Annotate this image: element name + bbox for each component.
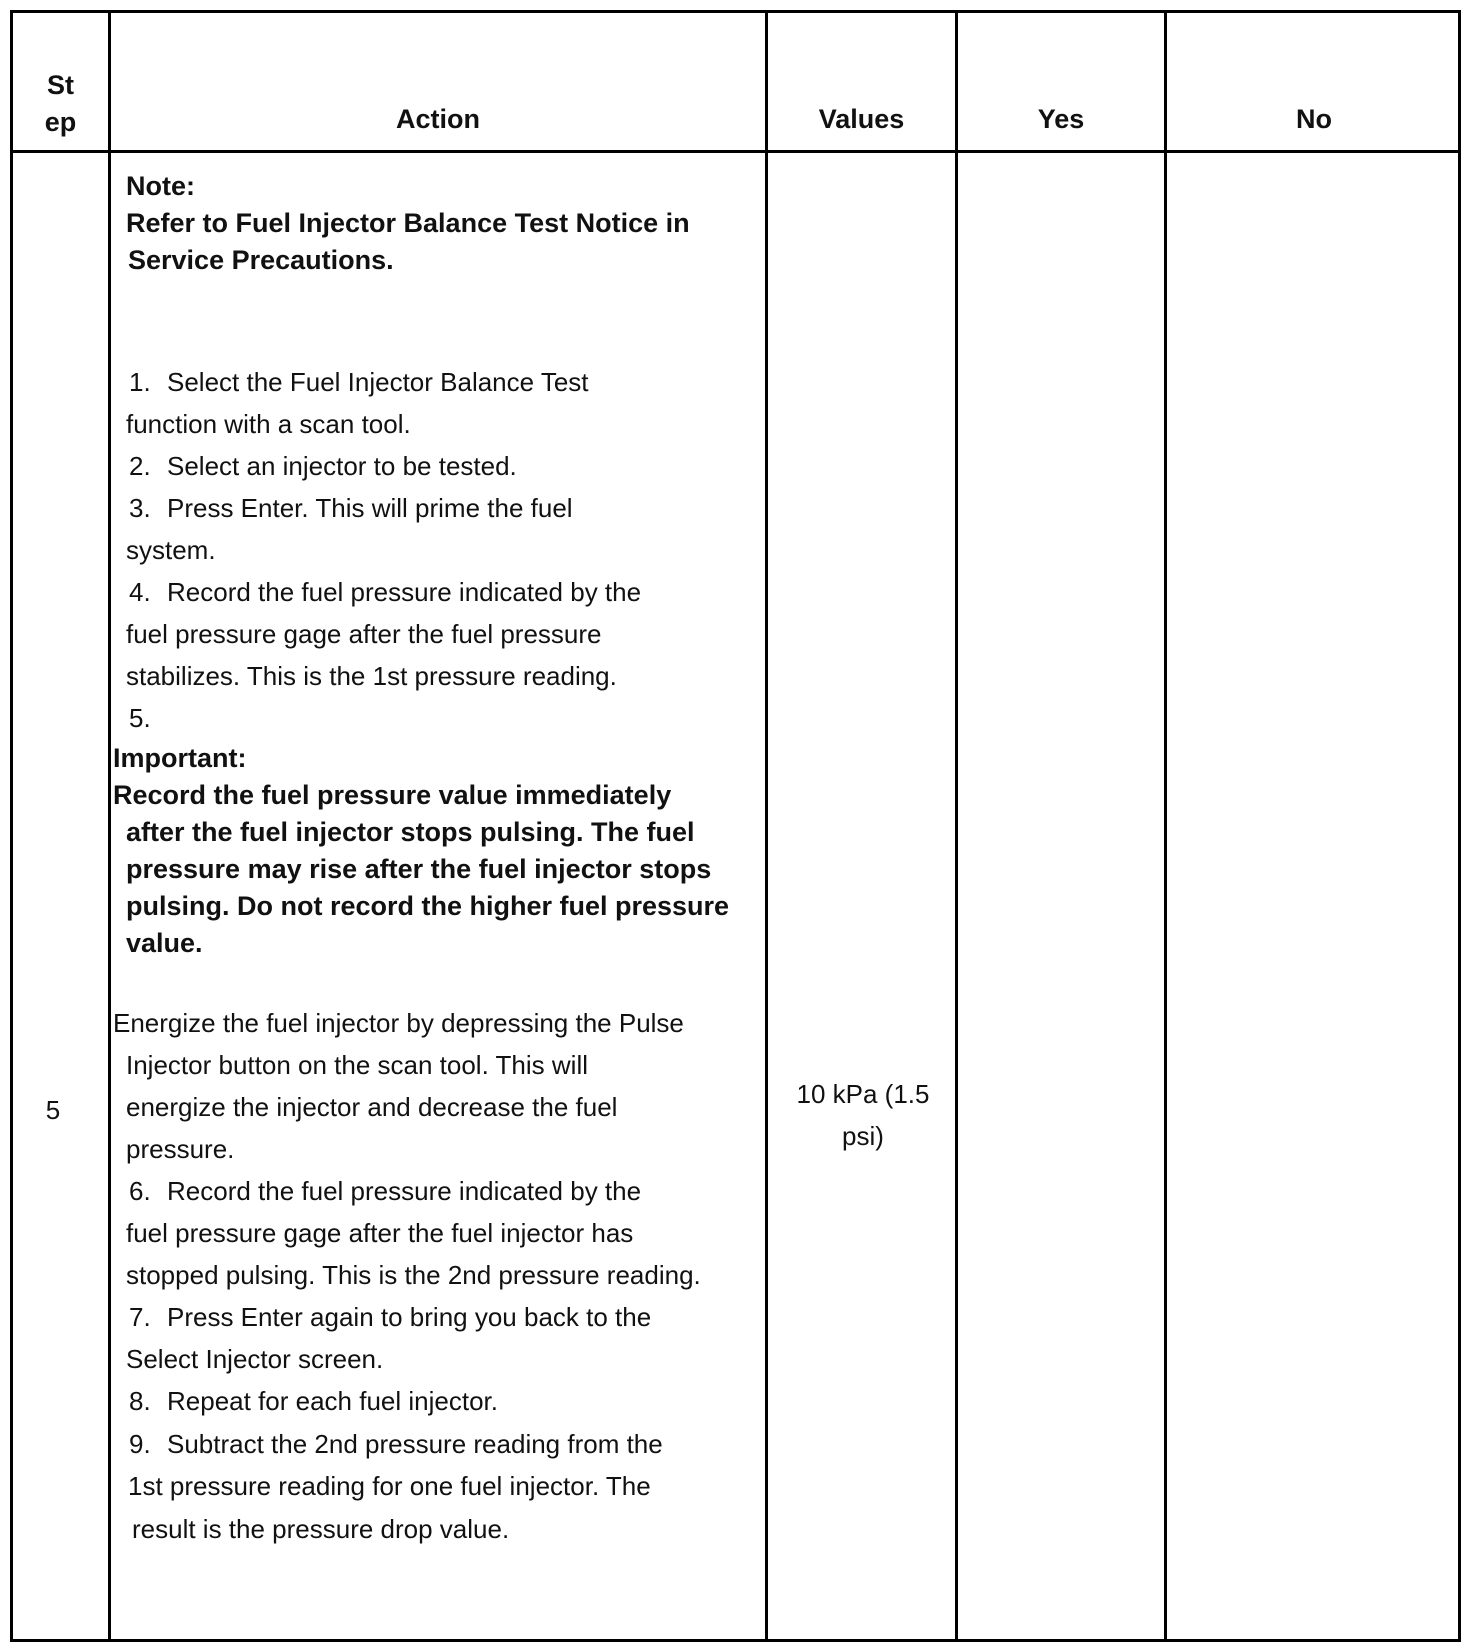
column-divider [955,13,958,1639]
important-text: after the fuel injector stops pulsing. The fuel [126,817,695,847]
step-line: stabilizes. This is the 1st pressure reading. [126,661,617,691]
step-line: 8. Repeat for each fuel injector. [129,1386,498,1416]
step-line: 5. [129,703,151,733]
step-line: Select Injector screen. [126,1344,384,1374]
energize-text: pressure. [126,1134,235,1164]
step-line: 9. Subtract the 2nd pressure reading from the [129,1429,663,1459]
step-line: fuel pressure gage after the fuel pressure [126,619,602,649]
energize-text: energize the injector and decrease the fuel [126,1092,618,1122]
action-cell [13,13,765,1639]
value-line: psi) [842,1121,884,1151]
header-no: No [1296,104,1332,134]
value-cell [768,1073,958,1157]
step-line: 1. Select the Fuel Injector Balance Test [129,367,589,397]
step-line: 6. Record the fuel pressure indicated by the [129,1176,642,1206]
header-yes: Yes [1037,104,1085,134]
step-line: 4. Record the fuel pressure indicated by the [129,577,642,607]
step-line: stopped pulsing. This is the 2nd pressure reading. [126,1260,701,1290]
important-label: Important: [113,743,247,773]
important-text: pulsing. Do not record the higher fuel pressure [126,891,730,921]
step-line: 2. Select an injector to be tested. [129,451,517,481]
column-divider [1164,13,1167,1639]
step-line: 7. Press Enter again to bring you back to the [129,1302,652,1332]
step-line: system. [126,535,216,565]
important-text: pressure may rise after the fuel injector stops [126,854,712,884]
note-label: Note: [126,171,195,201]
header-action: Action [396,104,480,134]
value-line: 10 kPa (1.5 [796,1079,930,1109]
note-text: Refer to Fuel Injector Balance Test Notice in [126,208,690,238]
column-divider [765,13,768,1639]
step-line: result is the pressure drop value. [132,1514,510,1544]
procedure-table [10,10,1461,1642]
header-step: St ep [44,70,77,137]
energize-text: Injector button on the scan tool. This will [126,1050,588,1080]
step-line: 1st pressure reading for one fuel injector. The [128,1471,651,1501]
header-values: Values [818,104,905,134]
step-line: 3. Press Enter. This will prime the fuel [129,493,573,523]
step-line: fuel pressure gage after the fuel injector has [126,1218,634,1248]
important-text: value. [126,928,203,958]
important-text: Record the fuel pressure value immediately [113,780,672,810]
step-number: 5 [45,1095,61,1125]
note-text: Service Precautions. [128,245,394,275]
step-line: function with a scan tool. [126,409,411,439]
energize-text: Energize the fuel injector by depressing the Pulse [113,1008,684,1038]
